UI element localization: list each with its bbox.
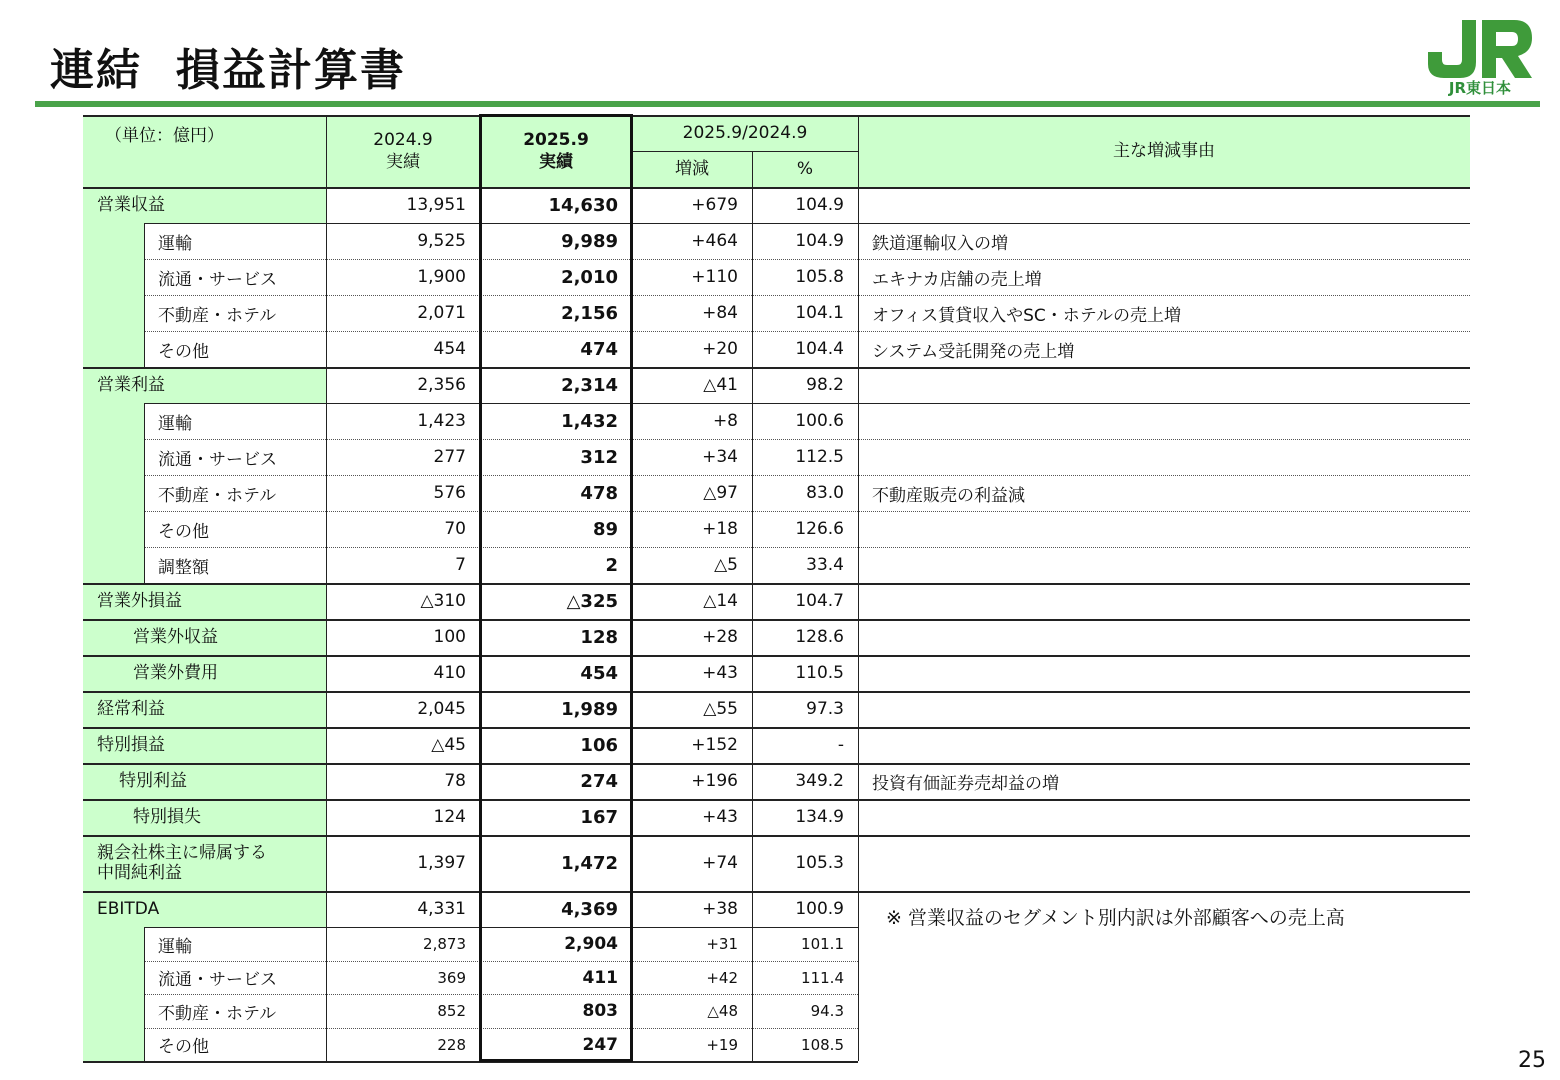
row-border	[83, 583, 1470, 585]
row-label: 運輸	[158, 413, 192, 434]
cell-change-value: +18	[702, 519, 738, 539]
header-percent: %	[796, 159, 814, 179]
page-title-part1: 連結	[50, 45, 142, 96]
cell-curr-value: 2,904	[564, 934, 618, 954]
cell-curr-value: 128	[580, 626, 618, 648]
cell-percent-value: 349.2	[795, 771, 844, 791]
cell-prev-value: 1,397	[417, 853, 466, 873]
header-bottom-border	[83, 187, 1470, 189]
row-divider	[144, 259, 1470, 260]
row-label: 調整額	[158, 557, 209, 578]
row-label: 流通・サービス	[158, 269, 277, 290]
cell-curr-value: 1,432	[561, 410, 618, 432]
label-indent-band	[83, 511, 144, 547]
row-label: その他	[158, 521, 209, 542]
cell-percent-value: 104.9	[795, 195, 844, 215]
cell-reason	[858, 367, 1470, 403]
cell-reason	[858, 547, 1470, 583]
cell-change-value: △41	[703, 375, 738, 395]
row-label	[83, 799, 326, 835]
cell-prev-value: 228	[437, 1035, 466, 1054]
cell-curr-value: 478	[580, 482, 618, 504]
cell-prev-value: 576	[433, 483, 466, 503]
cell-prev-value: 2,356	[417, 375, 466, 395]
cell-curr-value: 474	[580, 338, 618, 360]
row-label	[83, 691, 326, 727]
row-label: その他	[158, 341, 209, 362]
row-divider	[144, 511, 1470, 512]
cell-reason	[858, 691, 1470, 727]
cell-curr-value: 247	[582, 1034, 618, 1055]
cell-change-value: △97	[703, 483, 738, 503]
header-split-line	[632, 151, 858, 152]
cell-curr-value: 454	[580, 662, 618, 684]
row-label: 不動産・ホテル	[158, 485, 277, 506]
cell-curr-value: 2,010	[561, 266, 618, 288]
cell-change-value: +28	[702, 627, 738, 647]
row-label-text: 営業外損益	[97, 591, 182, 611]
cell-prev-value: △310	[420, 591, 466, 611]
cell-change-value: +43	[702, 807, 738, 827]
row-label: 不動産・ホテル	[158, 1003, 277, 1024]
current-year-highlight-frame	[479, 114, 633, 1062]
page-number: 25	[1518, 1048, 1546, 1073]
header-curr-sub: 実績	[539, 152, 573, 172]
cell-percent-value: 98.2	[806, 375, 844, 395]
row-border	[144, 223, 1470, 224]
cell-reason	[858, 403, 1470, 439]
row-label	[83, 583, 326, 619]
cell-prev-value: 2,873	[423, 935, 466, 953]
cell-prev-value: 100	[433, 627, 466, 647]
label-indent-band	[83, 259, 144, 295]
indent-border	[144, 223, 145, 367]
cell-curr-value: 4,369	[561, 898, 618, 920]
footnote: ※ 営業収益のセグメント別内訳は外部顧客への売上高	[886, 907, 1345, 929]
cell-percent-value: 104.1	[795, 303, 844, 323]
cell-curr-value: △325	[566, 590, 618, 612]
cell-change-value: △14	[703, 591, 738, 611]
cell-reason	[858, 727, 1470, 763]
row-label: 運輸	[158, 936, 192, 957]
label-indent-band	[83, 961, 144, 994]
row-border	[83, 367, 1470, 369]
cell-prev-value: 2,071	[417, 303, 466, 323]
row-label	[83, 367, 326, 403]
cell-reason: システム受託開発の売上増	[872, 341, 1075, 362]
row-border	[83, 727, 1470, 729]
cell-change-value: +42	[706, 968, 738, 987]
header-reason: 主な増減事由	[1113, 141, 1215, 161]
row-border	[144, 403, 1470, 404]
header-unit: （単位：億円）	[105, 125, 224, 146]
cell-prev-value: 124	[433, 807, 466, 827]
cell-percent-value: 110.5	[795, 663, 844, 683]
row-label	[83, 763, 326, 799]
label-indent-band	[83, 295, 144, 331]
cell-curr-value: 89	[592, 518, 618, 540]
cell-change-value: +110	[691, 267, 738, 287]
row-label	[83, 655, 326, 691]
cell-curr-value: 312	[580, 446, 618, 468]
title-rule	[35, 101, 1540, 107]
row-divider	[144, 547, 1470, 548]
row-label-text: 営業収益	[97, 195, 165, 215]
row-border	[83, 619, 1470, 621]
cell-prev-value: 1,423	[417, 411, 466, 431]
cell-percent-value: 94.3	[810, 1002, 844, 1020]
cell-percent-value: 83.0	[806, 483, 844, 503]
cell-reason	[858, 439, 1470, 475]
cell-prev-value: 277	[433, 447, 466, 467]
cell-prev-value: 852	[437, 1002, 466, 1020]
row-divider	[144, 439, 1470, 440]
cell-reason	[858, 187, 1470, 223]
indent-border	[144, 403, 145, 583]
cell-change-value: +43	[702, 663, 738, 683]
row-label: 流通・サービス	[158, 970, 277, 990]
cell-reason: 投資有価証券売却益の増	[872, 773, 1059, 794]
cell-reason: 鉄道運輸収入の増	[872, 233, 1008, 254]
cell-percent-value: 104.9	[795, 231, 844, 251]
row-border	[83, 835, 1470, 837]
cell-change-value: +464	[691, 231, 738, 251]
row-label	[83, 727, 326, 763]
header-compare: 2025.9/2024.9	[682, 123, 808, 143]
cell-curr-value: 9,989	[561, 230, 618, 252]
cell-percent-value: 111.4	[801, 968, 844, 987]
header-prev-sub: 実績	[386, 152, 420, 172]
cell-change-value: +679	[691, 195, 738, 215]
label-indent-band	[83, 223, 144, 259]
row-border	[83, 891, 1470, 893]
cell-change-value: +152	[691, 735, 738, 755]
row-label	[83, 619, 326, 655]
header-curr-year-label: 2025.9	[523, 130, 589, 150]
row-label	[83, 835, 326, 891]
page-title	[50, 34, 406, 98]
row-label: 流通・サービス	[158, 449, 277, 470]
cell-curr-value: 14,630	[548, 194, 618, 216]
col-border	[858, 115, 859, 1061]
row-border	[83, 799, 1470, 801]
header-change: 増減	[675, 159, 709, 179]
cell-change-value: +196	[691, 771, 738, 791]
table-bottom-border	[83, 1061, 858, 1063]
cell-prev-value: 454	[433, 339, 466, 359]
row-divider	[144, 475, 1470, 476]
cell-prev-value: 13,951	[406, 195, 466, 215]
row-label-text: 営業利益	[97, 375, 165, 395]
row-label-text: 営業外費用	[133, 663, 218, 683]
cell-prev-value: 70	[444, 519, 466, 539]
cell-percent-value: 104.4	[795, 339, 844, 359]
cell-change-value: +34	[702, 447, 738, 467]
cell-reason	[858, 799, 1470, 835]
cell-percent-value: 134.9	[795, 807, 844, 827]
row-label-text: 経常利益	[97, 699, 165, 719]
row-border	[83, 655, 1470, 657]
row-divider	[144, 295, 1470, 296]
header-prev-year	[326, 115, 480, 187]
row-label-text: EBITDA	[97, 899, 160, 919]
cell-percent-value: 108.5	[801, 1035, 844, 1054]
table-top-border	[83, 115, 1470, 117]
cell-curr-value: 411	[582, 967, 618, 988]
row-label	[83, 891, 326, 927]
label-indent-band	[83, 403, 144, 439]
cell-prev-value: 9,525	[417, 231, 466, 251]
cell-reason: 不動産販売の利益減	[872, 485, 1025, 506]
cell-change-value: +31	[706, 935, 738, 953]
cell-prev-value: 1,900	[417, 267, 466, 287]
cell-curr-value: 2	[605, 554, 618, 576]
cell-reason: オフィス賃貸収入やSC・ホテルの売上増	[872, 305, 1181, 326]
row-border	[83, 691, 1470, 693]
row-label-text: 特別利益	[119, 771, 187, 791]
cell-curr-value: 106	[580, 734, 618, 756]
row-label-text: 営業外収益	[133, 627, 218, 647]
cell-curr-value: 2,314	[561, 374, 618, 396]
cell-percent-value: -	[837, 735, 844, 755]
cell-percent-value: 105.3	[795, 853, 844, 873]
cell-reason: エキナカ店舗の売上増	[872, 269, 1042, 290]
cell-change-value: △5	[714, 555, 738, 575]
label-indent-band	[83, 547, 144, 583]
row-border	[83, 763, 1470, 765]
cell-change-value: +74	[702, 853, 738, 873]
cell-change-value: △55	[703, 699, 738, 719]
cell-percent-value: 100.9	[795, 899, 844, 919]
row-label-text: 親会社株主に帰属する 中間純利益	[97, 843, 267, 883]
cell-change-value: +84	[702, 303, 738, 323]
cell-change-value: +38	[702, 899, 738, 919]
logo-subtitle: JR東日本	[1448, 79, 1512, 97]
cell-percent-value: 105.8	[795, 267, 844, 287]
row-label-text: 特別損失	[133, 807, 201, 827]
cell-curr-value: 167	[580, 806, 618, 828]
cell-percent-value: 126.6	[795, 519, 844, 539]
row-label: 不動産・ホテル	[158, 305, 277, 326]
row-divider	[144, 331, 1470, 332]
cell-percent-value: 128.6	[795, 627, 844, 647]
cell-prev-value: 2,045	[417, 699, 466, 719]
cell-reason	[858, 583, 1470, 619]
cell-prev-value: 369	[437, 968, 466, 987]
cell-percent-value: 97.3	[806, 699, 844, 719]
row-label: その他	[158, 1037, 209, 1057]
cell-change-value: +8	[712, 411, 738, 431]
cell-curr-value: 1,472	[561, 852, 618, 874]
col-border	[326, 115, 327, 1061]
cell-percent-value: 112.5	[795, 447, 844, 467]
cell-percent-value: 101.1	[801, 935, 844, 953]
cell-prev-value: 78	[444, 771, 466, 791]
col-border	[752, 151, 753, 1061]
cell-change-value: +19	[706, 1035, 738, 1054]
label-indent-band	[83, 994, 144, 1028]
cell-curr-value: 1,989	[561, 698, 618, 720]
cell-prev-value: △45	[431, 735, 466, 755]
cell-reason	[858, 619, 1470, 655]
row-label: 運輸	[158, 233, 192, 254]
cell-percent-value: 104.7	[795, 591, 844, 611]
cell-prev-value: 7	[455, 555, 466, 575]
label-indent-band	[83, 927, 144, 961]
cell-curr-value: 274	[580, 770, 618, 792]
label-indent-band	[83, 475, 144, 511]
header-prev-year-label: 2024.9	[373, 130, 433, 150]
row-label	[83, 187, 326, 223]
cell-reason	[858, 835, 1470, 891]
cell-percent-value: 100.6	[795, 411, 844, 431]
cell-change-value: △48	[707, 1002, 738, 1020]
cell-prev-value: 410	[433, 663, 466, 683]
label-indent-band	[83, 439, 144, 475]
cell-percent-value: 33.4	[806, 555, 844, 575]
cell-reason	[858, 511, 1470, 547]
cell-curr-value: 2,156	[561, 302, 618, 324]
cell-prev-value: 4,331	[417, 899, 466, 919]
cell-reason	[858, 655, 1470, 691]
row-label-text: 特別損益	[97, 735, 165, 755]
label-indent-band	[83, 1028, 144, 1061]
cell-change-value: +20	[702, 339, 738, 359]
cell-curr-value: 803	[582, 1001, 618, 1021]
indent-border	[144, 927, 145, 1061]
page-title-part2: 損益計算書	[176, 45, 406, 96]
label-indent-band	[83, 331, 144, 367]
